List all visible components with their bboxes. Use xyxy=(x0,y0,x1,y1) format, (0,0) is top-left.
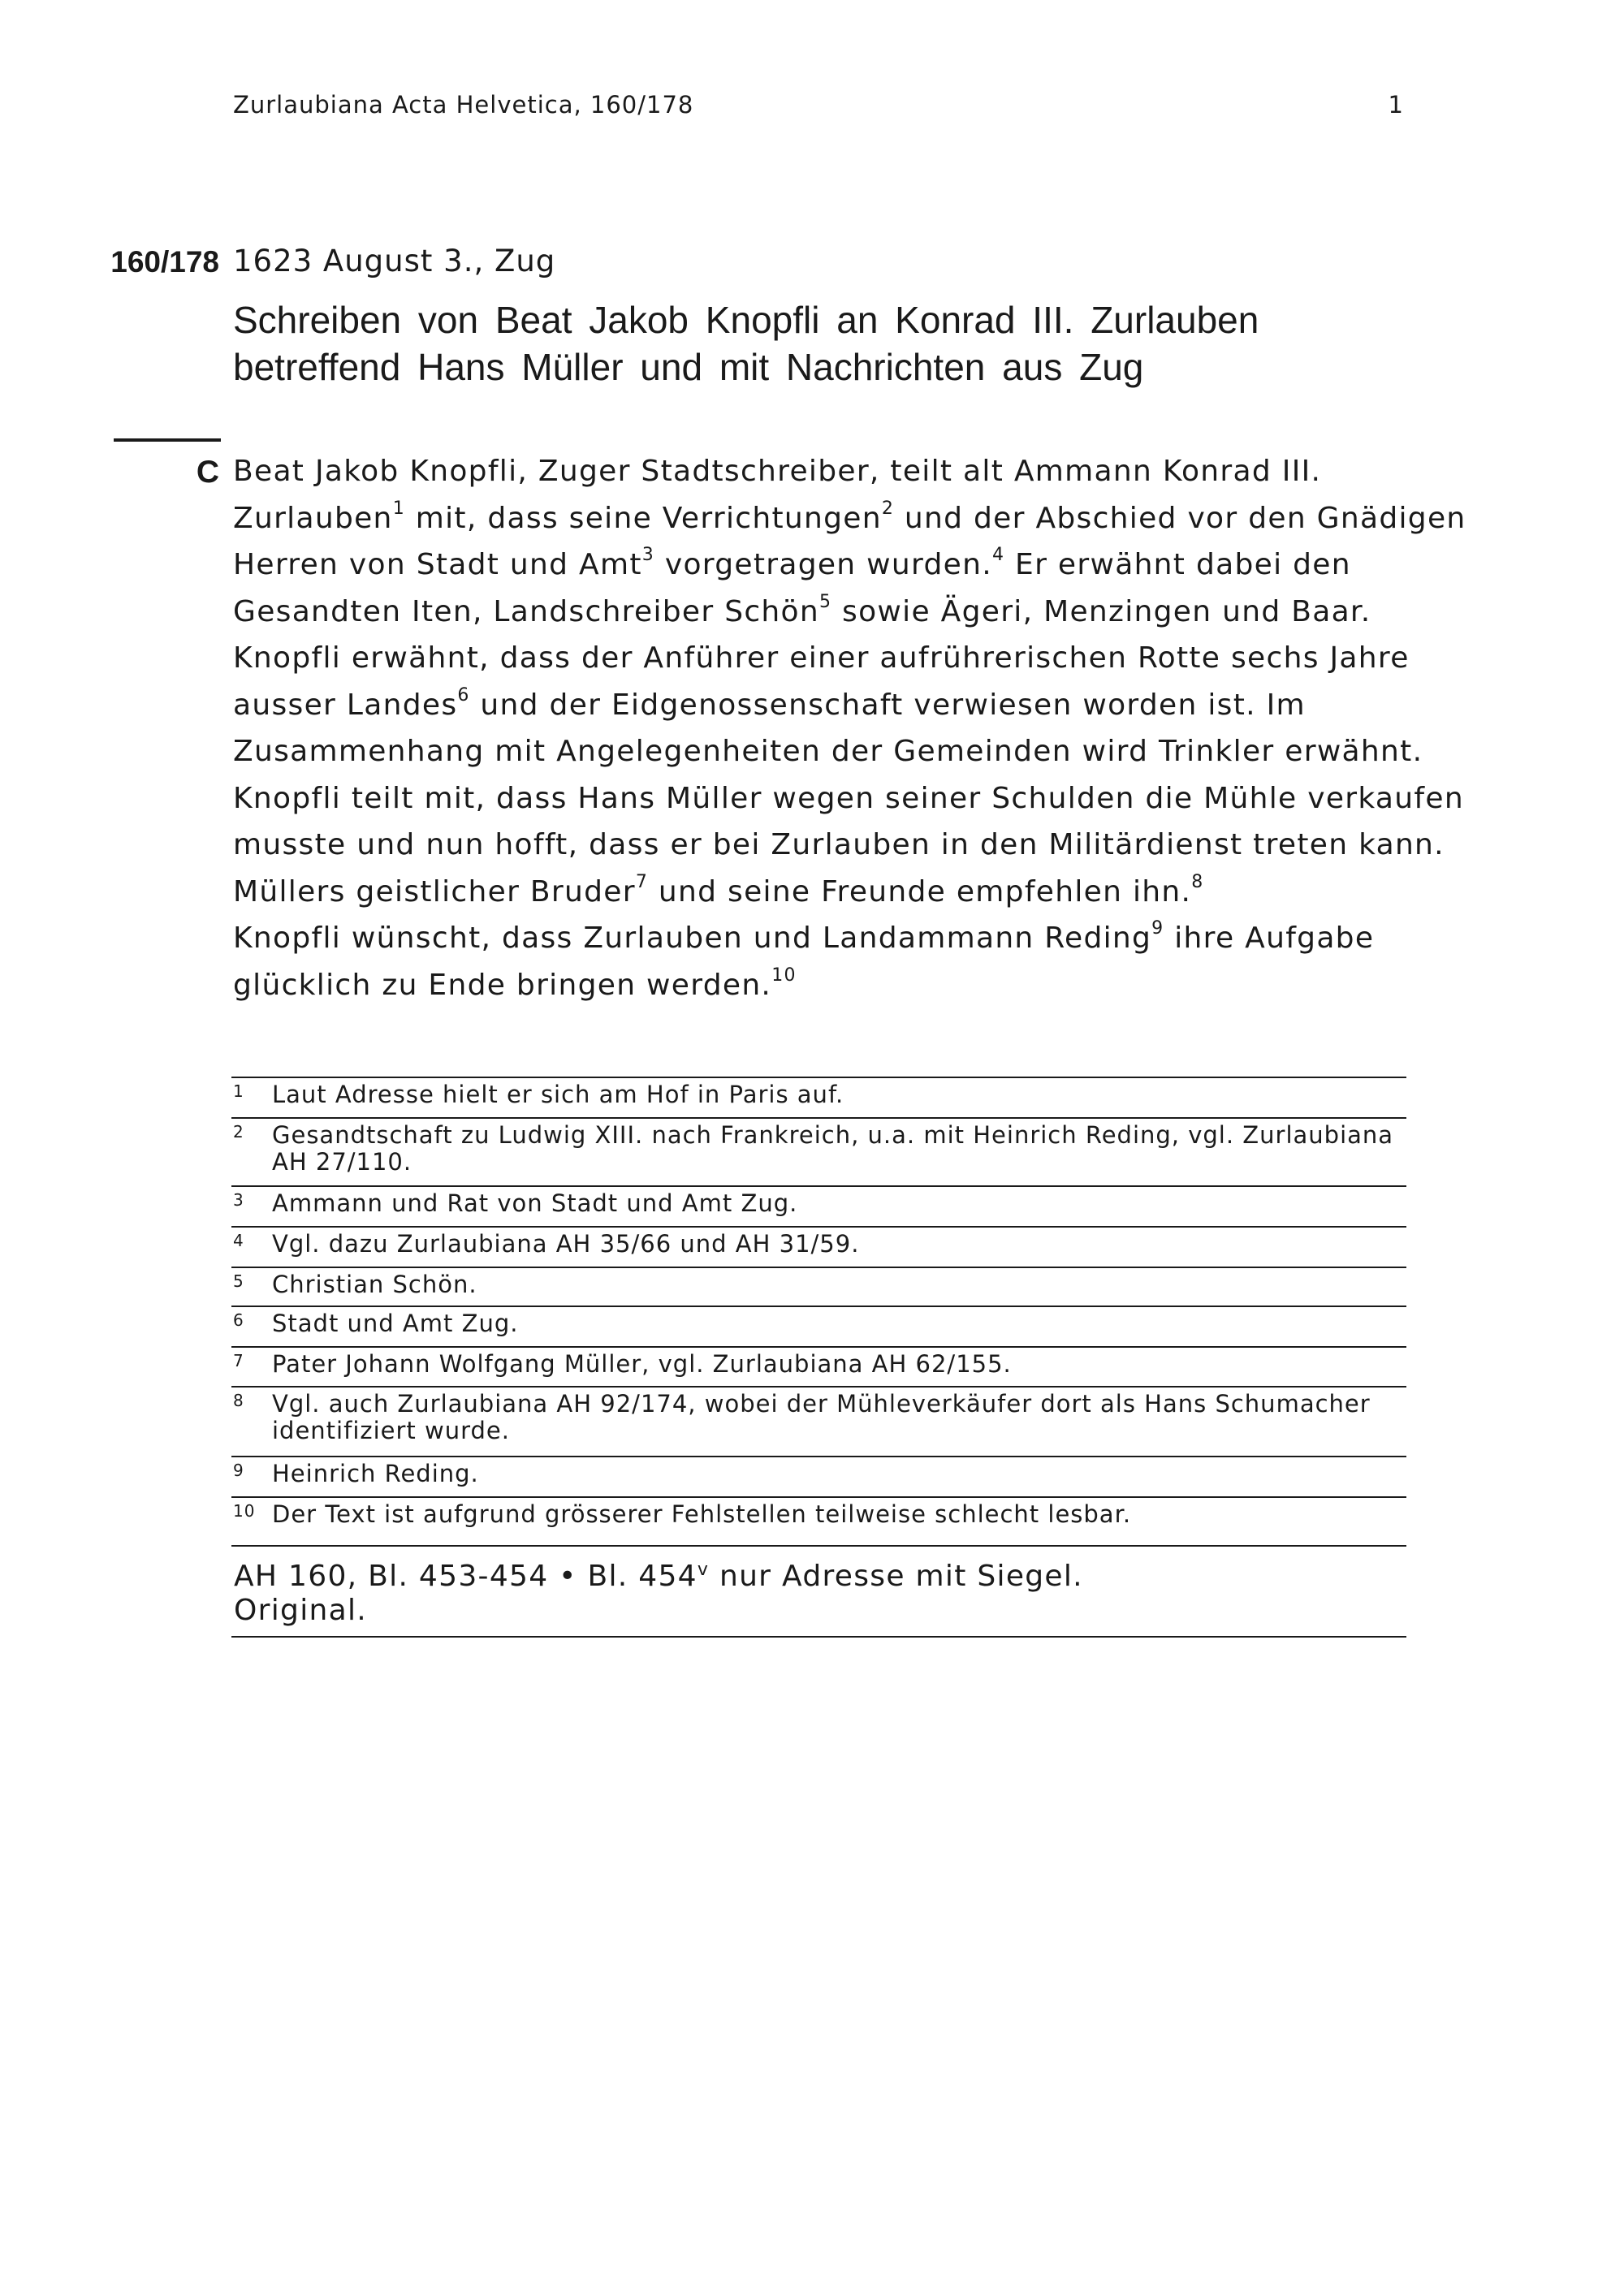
regest-line: Knopfli wünscht, dass Zurlauben und Landammann Reding$^9$ ihre Aufgabe xyxy=(233,918,1375,955)
document-number xyxy=(91,245,219,279)
regest-line: Knopfli erwähnt, dass der Anführer einer aufrührerischen Rotte sechs Jahre xyxy=(233,641,1410,675)
footnote-ref[interactable]: 3 xyxy=(641,545,655,565)
footnote-ref[interactable]: 8 xyxy=(1191,871,1204,892)
footnote-ref[interactable]: 7 xyxy=(635,871,649,892)
page-number: 1 xyxy=(1388,91,1404,119)
footnote xyxy=(231,1306,1406,1346)
footnote-number: 6 xyxy=(233,1310,244,1330)
footnote-text: Stadt und Amt Zug. xyxy=(272,1310,519,1337)
footnote xyxy=(231,1386,1406,1456)
footnote-number: 8 xyxy=(233,1391,244,1410)
footnote-text: Heinrich Reding. xyxy=(272,1460,479,1487)
footnote-ref[interactable]: 4 xyxy=(991,545,1005,565)
footnote-number: 9 xyxy=(233,1461,244,1480)
footnote xyxy=(231,1267,1406,1306)
regest-line: musste und nun hofft, dass er bei Zurlauben in den Militärdienst treten kann. xyxy=(233,828,1445,861)
document-number-suffix: /178 xyxy=(160,245,219,278)
footnote-ref[interactable]: 2 xyxy=(881,498,895,519)
footnote-ref[interactable]: 1 xyxy=(392,498,405,519)
section-rule xyxy=(114,438,221,442)
footnote-text: Ammann und Rat von Stadt und Amt Zug. xyxy=(272,1189,798,1217)
footnote-text: Laut Adresse hielt er sich am Hof in Paris auf. xyxy=(272,1081,844,1108)
footnote-text: Pater Johann Wolfgang Müller, vgl. Zurlaubiana AH 62/155. xyxy=(272,1350,1012,1378)
footnote xyxy=(231,1117,1406,1185)
source-line-1: AH 160, Bl. 453-454 • Bl. 454$^v$ nur Adresse mit Siegel. xyxy=(234,1560,1083,1593)
section-letter: C xyxy=(196,455,219,490)
footnote-number: 1 xyxy=(233,1081,244,1101)
regest-line: Gesandten Iten, Landschreiber Schön$^5$ sowie Ägeri, Menzingen und Baar. xyxy=(233,591,1371,628)
regest-line: Zurlauben$^1$ mit, dass seine Verrichtungen$^2$ und der Abschied vor den Gnädigen xyxy=(233,498,1466,535)
footnote xyxy=(231,1496,1406,1545)
document-number-main: 160 xyxy=(110,245,161,278)
footnote-number: 2 xyxy=(233,1122,244,1142)
footnote-number: 5 xyxy=(233,1271,244,1291)
footnote-number: 10 xyxy=(233,1501,256,1521)
footnote-text: Der Text ist aufgrund grösserer Fehlstellen teilweise schlecht lesbar. xyxy=(272,1500,1132,1528)
footnote-text: Christian Schön. xyxy=(272,1271,477,1298)
document-title-line-1: Schreiben von Beat Jakob Knopfli an Konrad III. Zurlauben xyxy=(233,299,1259,341)
footnote xyxy=(231,1226,1406,1267)
regest-line: Zusammenhang mit Angelegenheiten der Gemeinden wird Trinkler erwähnt. xyxy=(233,735,1423,768)
regest-line: Beat Jakob Knopfli, Zuger Stadtschreiber, teilt alt Ammann Konrad III. xyxy=(233,455,1322,488)
footnote-text: Gesandtschaft zu Ludwig XIII. nach Frankreich, u.a. mit Heinrich Reding, vgl. Zurlaubiana AH 27/110. xyxy=(272,1121,1394,1176)
source-note xyxy=(231,1545,1406,1638)
footnote xyxy=(231,1456,1406,1496)
footnote xyxy=(231,1346,1406,1386)
regest-line: ausser Landes$^6$ und der Eidgenossenschaft verwiesen worden ist. Im xyxy=(233,684,1306,722)
document-date-place: 1623 August 3., Zug xyxy=(233,244,556,278)
regest-line: Müllers geistlicher Bruder$^7$ und seine Freunde empfehlen ihn.$^8$ xyxy=(233,871,1204,908)
regest-text xyxy=(233,448,1466,1008)
regest-line: Knopfli teilt mit, dass Hans Müller wegen seiner Schulden die Mühle verkaufen xyxy=(233,781,1464,815)
footnote-text: Vgl. auch Zurlaubiana AH 92/174, wobei der Mühleverkäufer dort als Hans Schumacher identifiziert wurde. xyxy=(272,1390,1371,1444)
footnote-text: Vgl. dazu Zurlaubiana AH 35/66 und AH 31/59. xyxy=(272,1230,860,1258)
running-header-title: Zurlaubiana Acta Helvetica, 160/178 xyxy=(233,91,694,119)
footnote-ref[interactable]: 6 xyxy=(457,684,470,706)
footnote xyxy=(231,1077,1406,1117)
document-title xyxy=(233,296,1410,391)
footnote-ref[interactable]: 9 xyxy=(1151,918,1164,939)
regest-line: Herren von Stadt und Amt$^3$ vorgetragen wurden.$^4$ Er erwähnt dabei den xyxy=(233,545,1351,581)
footnote-number: 7 xyxy=(233,1351,244,1370)
footnote-ref[interactable]: 5 xyxy=(819,591,832,612)
footnote xyxy=(231,1185,1406,1226)
footnotes xyxy=(231,1077,1406,1545)
document-title-line-2: betreffend Hans Müller und mit Nachrichten aus Zug xyxy=(233,346,1144,388)
footnote-number: 4 xyxy=(233,1231,244,1250)
footnote-number: 3 xyxy=(233,1190,244,1210)
source-line-2: Original. xyxy=(234,1594,368,1627)
footnote-ref[interactable]: 10 xyxy=(771,965,797,986)
regest-line: glücklich zu Ende bringen werden.$^{10}$ xyxy=(233,965,797,1002)
